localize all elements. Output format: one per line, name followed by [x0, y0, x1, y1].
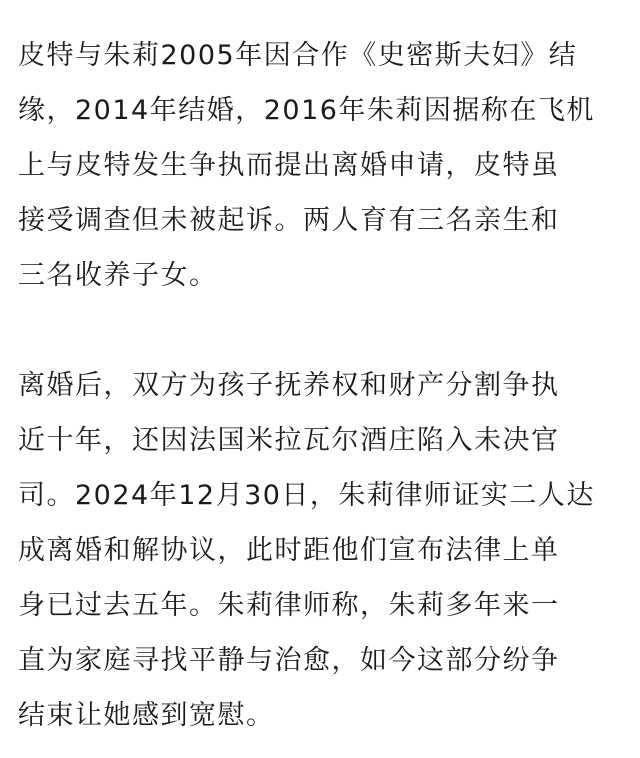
- article-body: [18, 28, 626, 743]
- text-line: 直为家庭寻找平静与治愈，如今这部分纷争: [18, 645, 560, 676]
- text-line: 缘，2014年结婚，2016年朱莉因据称在飞机: [18, 95, 595, 126]
- paragraph-1: [18, 28, 626, 303]
- text-line: 接受调查但未被起诉。两人育有三名亲生和: [18, 205, 560, 236]
- text-line: 司。2024年12月30日，朱莉律师证实二人达: [18, 480, 595, 511]
- text-line: 结束让她感到宽慰。: [18, 700, 275, 731]
- paragraph-spacer: [18, 303, 626, 358]
- text-line: 近十年，还因法国米拉瓦尔酒庄陷入未决官: [18, 425, 560, 456]
- text-line: 身已过去五年。朱莉律师称，朱莉多年来一: [18, 590, 560, 621]
- paragraph-2: [18, 358, 626, 743]
- text-line: 成离婚和解协议，此时距他们宣布法律上单: [18, 535, 560, 566]
- text-line: 三名收养子女。: [18, 260, 218, 291]
- text-line: 离婚后，双方为孩子抚养权和财产分割争执: [18, 370, 560, 401]
- text-line: 皮特与朱莉2005年因合作《史密斯夫妇》结: [18, 40, 578, 71]
- text-line: 上与皮特发生争执而提出离婚申请，皮特虽: [18, 150, 560, 181]
